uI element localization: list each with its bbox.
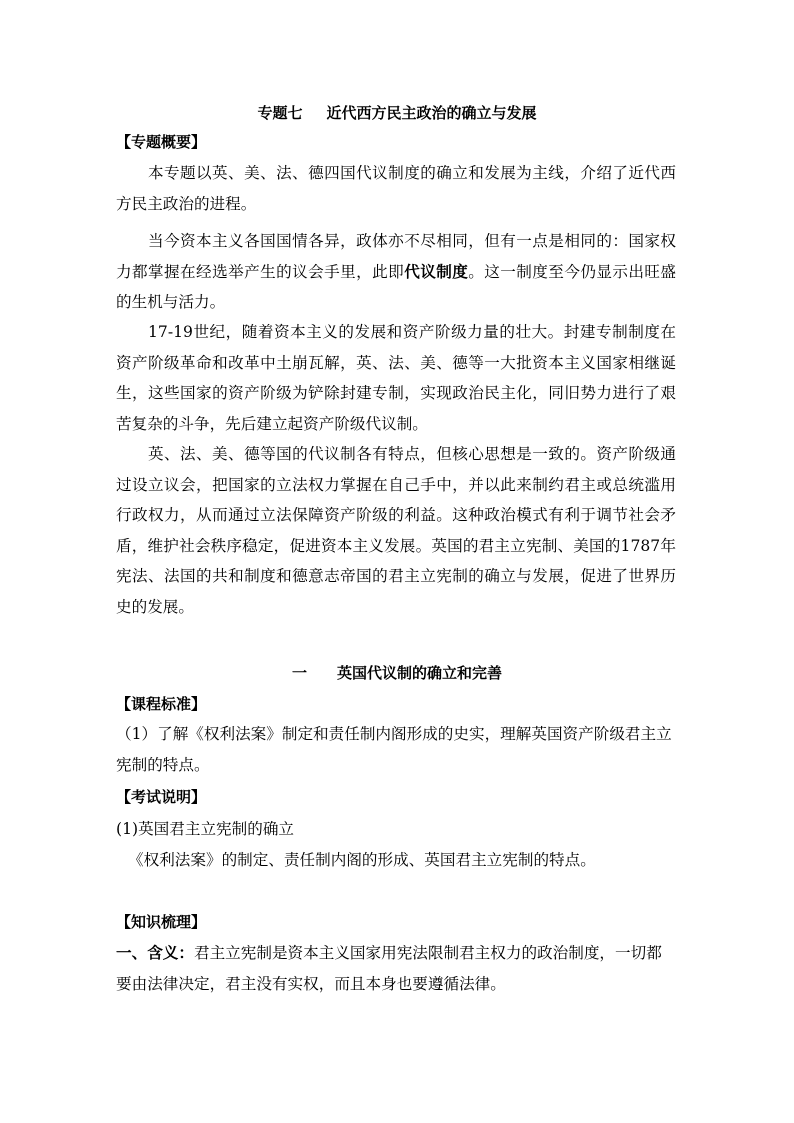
exam-detail: 《权利法案》的制定、责任制内阁的形成、英国君主立宪制的特点。 — [128, 851, 596, 869]
overview-paragraph-4: 英、法、美、德等国的代议制各有特点，但核心思想是一致的。资产阶级通过设立议会，把国家的立法权力掌握在自己手中，并以此来制约君主或总统滥用行政权力，从而通过立法保障资产阶级的利益。这种政治模式有利于调节社会矛盾，维护社会秩序稳定，促进资本主义发展。英国的君主立宪制、美国的1787年宪法、法国的共和制度和德意志帝国的君主立宪制的确立与发展，促进了世界历史的发展。 — [116, 445, 676, 616]
overview-paragraph-3: 17-19世纪，随着资本主义的发展和资产阶级力量的壮大。封建专制制度在资产阶级革命和改革中土崩瓦解，英、法、美、德等一大批资本主义国家相继诞生，这些国家的资产阶级为铲除封建专制，实现政治民主化，同旧势力进行了艰苦复杂的斗争，先后建立起资产阶级代议制。 — [116, 323, 676, 433]
page-title — [0, 102, 794, 124]
section-number: 一 — [291, 664, 307, 682]
knowledge-heading: 【知识梳理】 — [116, 913, 207, 931]
standard-text: （1）了解《权利法案》制定和责任制内阁形成的史实，理解英国资产阶级君主立宪制的特点。 — [116, 725, 672, 774]
section-name: 英国代议制的确立和完善 — [337, 664, 503, 682]
exam-heading: 【考试说明】 — [116, 788, 207, 806]
exam-item: (1)英国君主立宪制的确立 — [116, 820, 295, 838]
overview-paragraph-1: 本专题以英、美、法、德四国代议制度的确立和发展为主线，介绍了近代西方民主政治的进程。 — [116, 164, 676, 213]
overview-paragraph-2: 当今资本主义各国国情各异，政体亦不尽相同，但有一点是相同的：国家权力都掌握在经选举产生的议会手里，此即代议制度。这一制度至今仍显示出旺盛的生机与活力。 — [116, 232, 676, 311]
bold-term: 代议制度 — [404, 261, 469, 281]
topic-number: 专题七 — [257, 104, 303, 122]
definition-text: 君主立宪制是资本主义国家用宪法限制君主权力的政治制度，一切都要由法律决定，君主没有实权，而且本身也要遵循法律。 — [116, 944, 662, 993]
definition-label: 一、含义： — [116, 943, 194, 962]
standard-heading: 【课程标准】 — [116, 695, 207, 713]
section-title — [0, 662, 794, 684]
topic-name: 近代西方民主政治的确立与发展 — [326, 104, 537, 122]
definition-paragraph — [116, 938, 676, 999]
overview-heading: 【专题概要】 — [116, 133, 207, 151]
